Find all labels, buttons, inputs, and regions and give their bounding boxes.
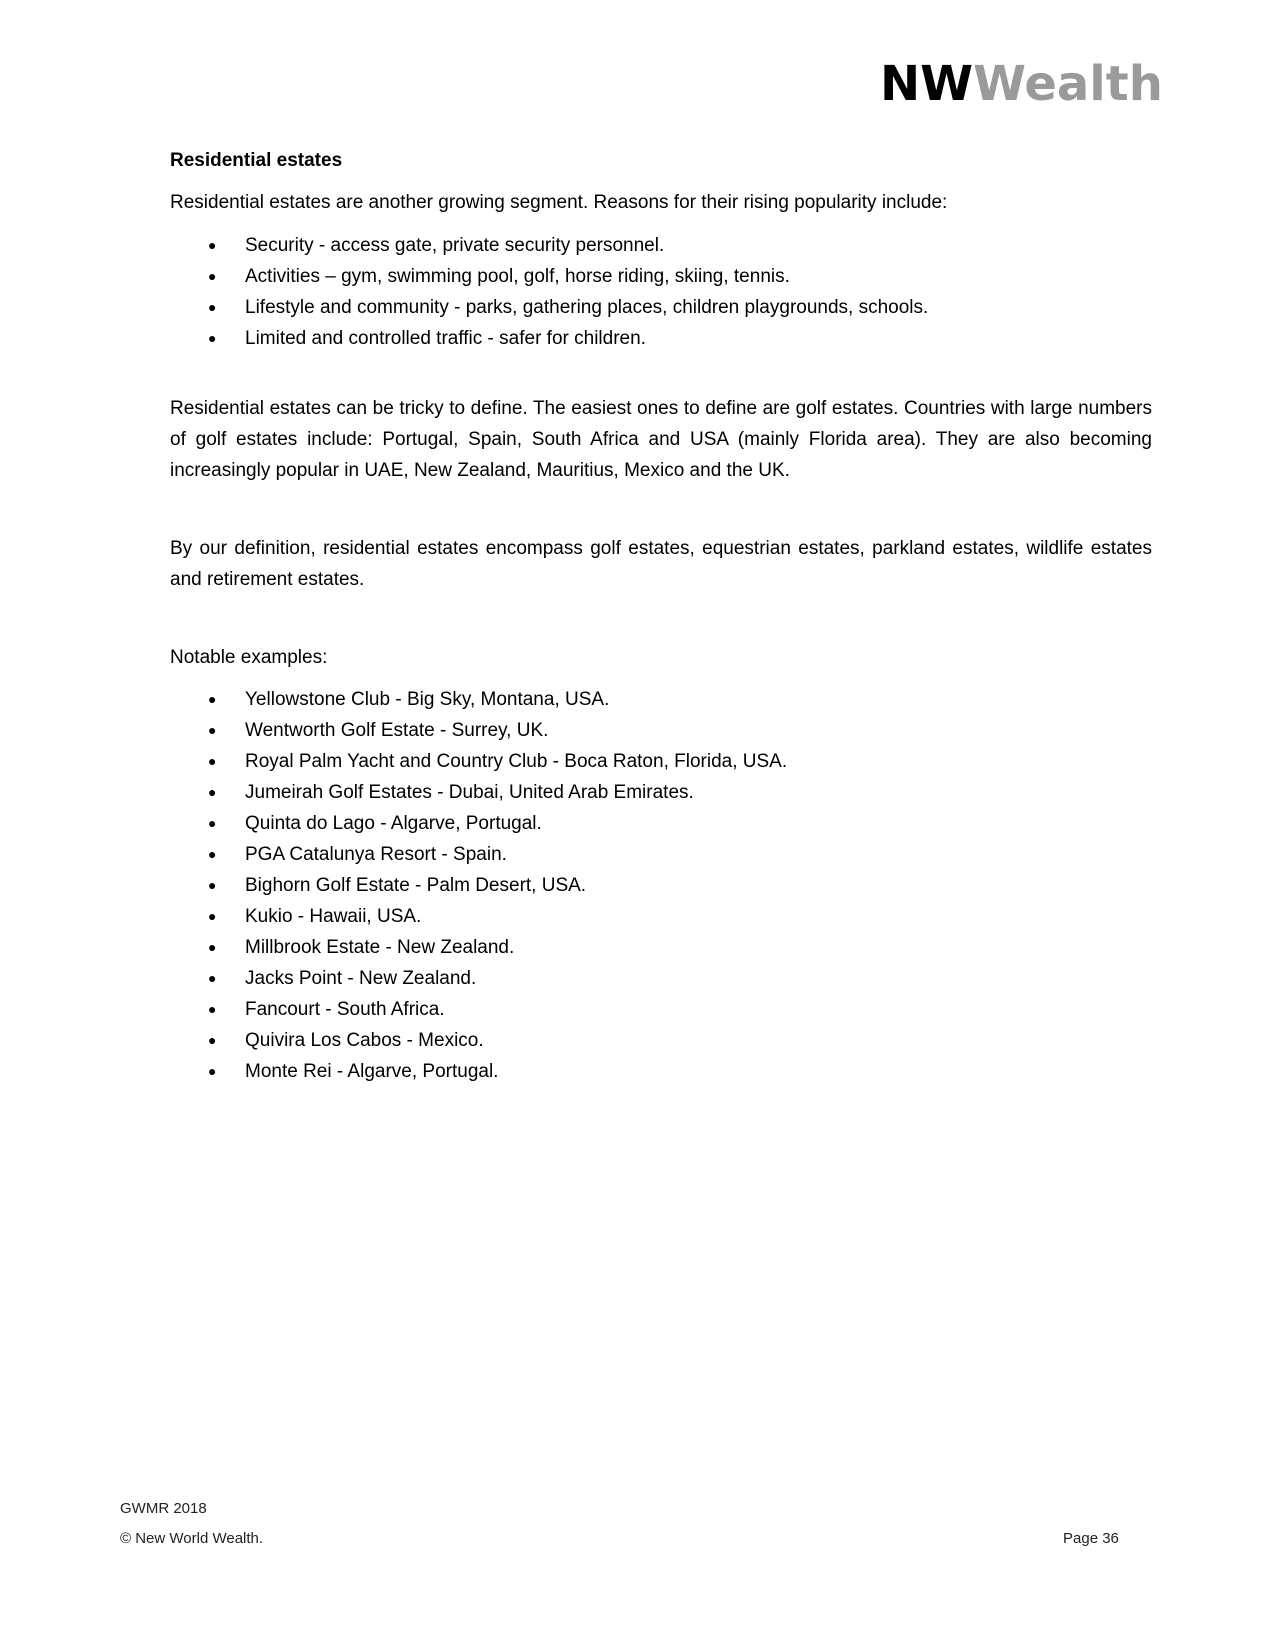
bullet-icon: ● [208,268,217,284]
list-item-text: Jacks Point - New Zealand. [245,968,477,989]
list-item [208,994,1108,1025]
examples-list [208,684,1108,1087]
list-item-text: Royal Palm Yacht and Country Club - Boca Raton, Florida, USA. [245,751,788,772]
list-item [208,292,1108,323]
footer-report: GWMR 2018 [120,1500,207,1517]
list-item-text: Bighorn Golf Estate - Palm Desert, USA. [245,875,587,896]
list-item-text: PGA Catalunya Resort - Spain. [245,844,507,865]
list-item [208,261,1108,292]
footer-page-number: Page 36 [1063,1530,1119,1547]
list-item [208,963,1108,994]
bullet-icon: ● [208,299,217,315]
list-item-text: Kukio - Hawaii, USA. [245,906,422,927]
bullet-icon: ● [208,846,217,862]
paragraph-definition: Residential estates can be tricky to define. The easiest ones to define are golf estates. Countries with large numbers of golf estates include: Portugal, Spain, South Africa and USA (mainly Florida area). They are also becoming increasingly popular in UAE, New Zealand, Mauritius, Mexico and the UK. [170,398,1152,481]
bullet-icon: ● [208,1063,217,1079]
nwwealth-logo [880,56,1163,112]
list-item-text: Lifestyle and community - parks, gathering places, children playgrounds, schools. [245,297,929,318]
list-item [208,746,1108,777]
list-item [208,1056,1108,1087]
list-item-text: Activities – gym, swimming pool, golf, horse riding, skiing, tennis. [245,266,790,287]
bullet-icon: ● [208,784,217,800]
section-title: Residential estates [170,150,343,171]
list-item-text: Quivira Los Cabos - Mexico. [245,1030,484,1051]
list-item-text: Monte Rei - Algarve, Portugal. [245,1061,499,1082]
list-item [208,808,1108,839]
list-item [208,901,1108,932]
list-item [208,230,1108,261]
list-item [208,684,1108,715]
bullet-icon: ● [208,1032,217,1048]
list-item-text: Security - access gate, private security personnel. [245,235,665,256]
bullet-icon: ● [208,970,217,986]
list-item [208,932,1108,963]
list-item [208,715,1108,746]
bullet-icon: ● [208,908,217,924]
bullet-icon: ● [208,939,217,955]
list-item-text: Wentworth Golf Estate - Surrey, UK. [245,720,549,741]
intro-text: Residential estates are another growing segment. Reasons for their rising popularity include: [170,192,948,213]
bullet-icon: ● [208,722,217,738]
list-item-text: Jumeirah Golf Estates - Dubai, United Arab Emirates. [245,782,694,803]
bullet-icon: ● [208,1001,217,1017]
bullet-icon: ● [208,753,217,769]
list-item-text: Millbrook Estate - New Zealand. [245,937,515,958]
list-item [208,870,1108,901]
logo-nw: NW [880,56,974,112]
list-item-text: Limited and controlled traffic - safer for children. [245,328,646,349]
paragraph-categories: By our definition, residential estates encompass golf estates, equestrian estates, parkland estates, wildlife estates and retirement estates. [170,538,1152,590]
footer-copyright: © New World Wealth. [120,1530,264,1547]
bullet-icon: ● [208,877,217,893]
list-item [208,323,1108,354]
list-item [208,839,1108,870]
bullet-icon: ● [208,691,217,707]
bullet-icon: ● [208,237,217,253]
bullet-icon: ● [208,330,217,346]
list-item-text: Yellowstone Club - Big Sky, Montana, USA. [245,689,610,710]
list-item-text: Fancourt - South Africa. [245,999,445,1020]
list-item [208,777,1108,808]
bullet-icon: ● [208,815,217,831]
examples-label: Notable examples: [170,647,328,668]
reasons-list [208,230,1108,354]
list-item [208,1025,1108,1056]
logo-wealth: Wealth [973,56,1163,112]
list-item-text: Quinta do Lago - Algarve, Portugal. [245,813,542,834]
